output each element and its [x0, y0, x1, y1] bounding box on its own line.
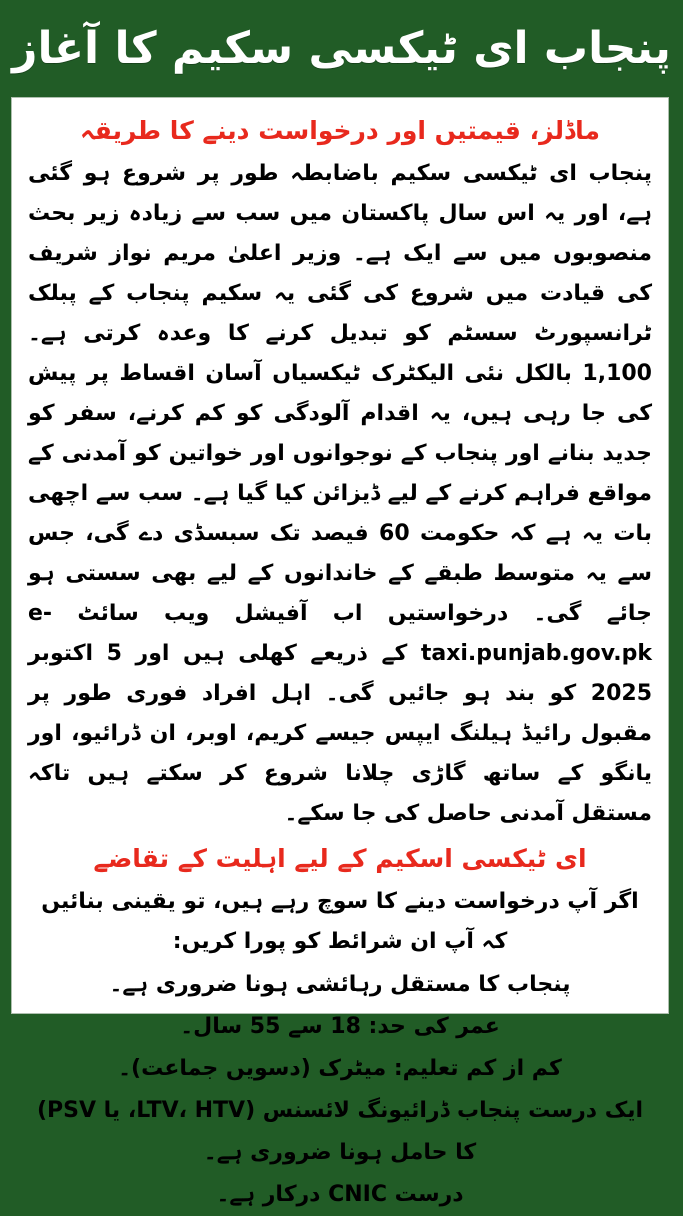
scheme-description-paragraph: پنجاب ای ٹیکسی سکیم باضابطہ طور پر شروع ہو گئی ہے، اور یہ اس سال پاکستان میں سب سے زیادہ زیر بحث منصوبوں میں سے ایک ہے۔ وزیر اعلیٰ مریم نواز شریف کی قیادت میں شروع کی گئی یہ سکیم پنجاب کے پبلک ٹرانسپورٹ سسٹم کو تبدیل کرنے کا وعدہ کرتی ہے۔ 1,100 بالکل نئی الیکٹرک ٹیکسیاں آسان اقساط پر پیش کی جا رہی ہیں، یہ اقدام آلودگی کو کم کرنے، سفر کو جدید بنانے اور پنجاب کے نوجوانوں اور خواتین کو آمدنی کے مواقع فراہم کرنے کے لیے ڈیزائن کیا گیا ہے۔ سب سے اچھی بات یہ ہے کہ حکومت 60 فیصد تک سبسڈی دے گی، جس سے یہ متوسط طبقے کے خاندانوں کے لیے بھی سستی ہو جائے گی۔ درخواستیں اب آفیشل ویب سائٹ e-taxi.punjab.gov.pk کے ذریعے کھلی ہیں اور 5 اکتوبر 2025 کو بند ہو جائیں گی۔ اہل افراد فوری طور پر مقبول رائیڈ ہیلنگ ایپس جیسے کریم، اوبر، ان ڈرائیو، اور یانگو کے ساتھ گاڑی چلانا شروع کر سکتے ہیں تاکہ مستقل آمدنی حاصل کی جا سکے۔ [28, 161, 652, 826]
poster-header [0, 0, 683, 97]
requirement-cnic: درست CNIC درکار ہے۔ [216, 1182, 464, 1207]
content-panel [11, 97, 669, 1207]
requirement-education: کم از کم تعلیم: میٹرک (دسویں جماعت)۔ [118, 1056, 562, 1081]
section-heading-eligibility: ای ٹیکسی اسکیم کے لیے اہلیت کے تقاضے [93, 844, 587, 873]
requirement-driving-license: ایک درست پنجاب ڈرائیونگ لائسنس (LTV، HTV، یا PSV) کا حامل ہونا ضروری ہے۔ [36, 1098, 644, 1165]
section-heading-models-prices: ماڈلز، قیمتیں اور درخواست دینے کا طریقہ [79, 116, 601, 145]
requirement-residency: پنجاب کا مستقل رہائشی ہونا ضروری ہے۔ [109, 972, 571, 997]
eligibility-intro-text: اگر آپ درخواست دینے کا سوچ رہے ہیں، تو یقینی بنائیں کہ آپ ان شرائط کو پورا کریں: [41, 889, 639, 954]
requirements-list [28, 964, 652, 1216]
requirement-age-limit: عمر کی حد: 18 سے 55 سال۔ [180, 1014, 500, 1039]
poster-title: پنجاب ای ٹیکسی سکیم کا آغاز [12, 23, 671, 74]
